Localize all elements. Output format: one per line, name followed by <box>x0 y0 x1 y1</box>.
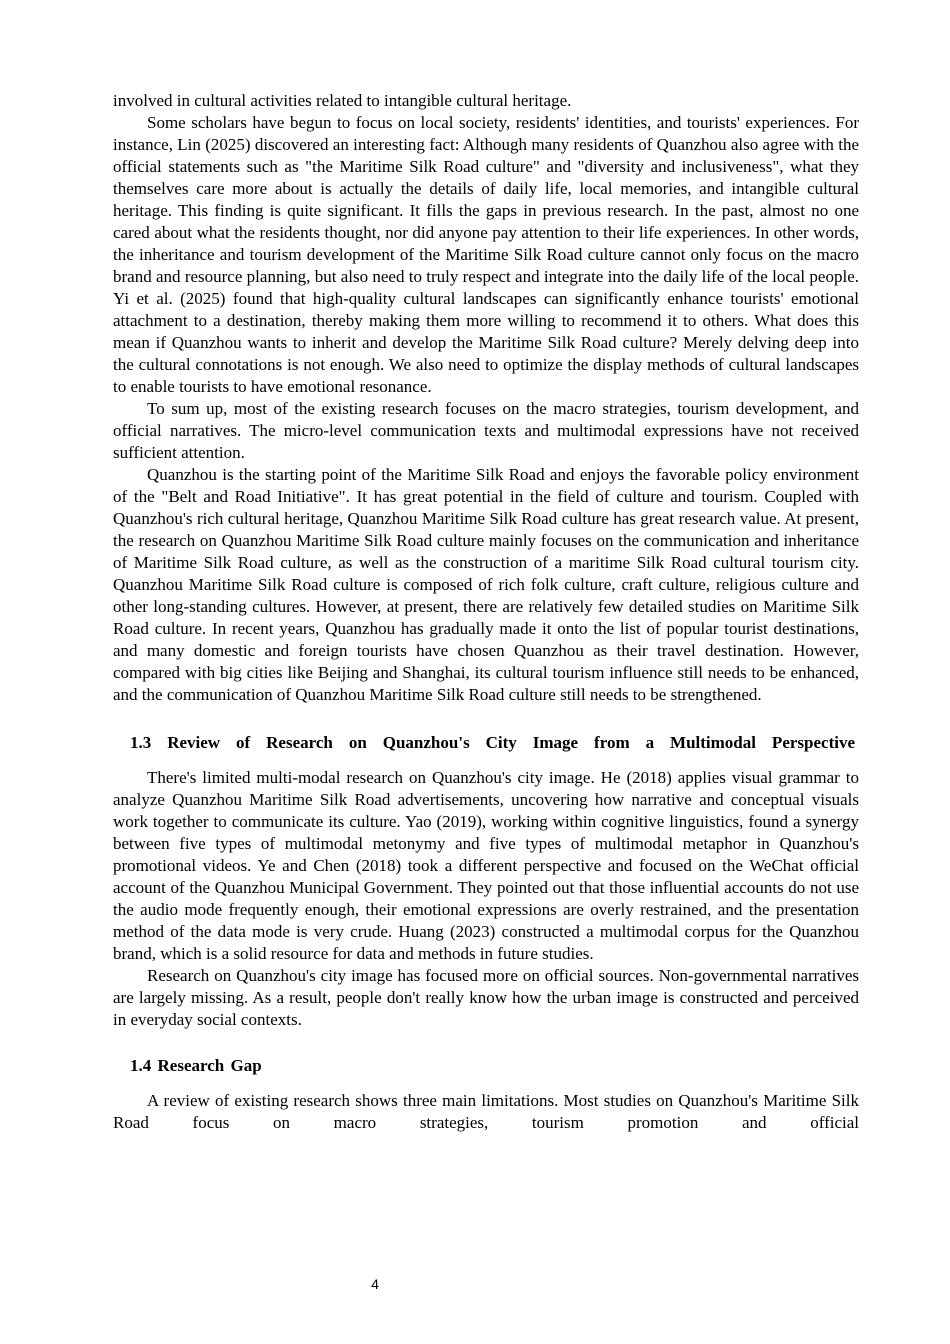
paragraph-quanzhou-starting-point: Quanzhou is the starting point of the Maritime Silk Road and enjoys the favorable policy environment of the "Belt and Road Initiative". It has great potential in the field of culture and tourism. Coupled with Quanzhou's rich cultural heritage, Quanzhou Maritime Silk Road culture has great research value. At present, the research on Quanzhou Maritime Silk Road culture mainly focuses on the communication and inheritance of Maritime Silk Road culture, as well as the construction of a maritime Silk Road cultural tourism city. Quanzhou Maritime Silk Road culture is composed of rich folk culture, craft culture, religious culture and other long-standing cultures. However, at present, there are relatively few detailed studies on Maritime Silk Road culture. In recent years, Quanzhou has gradually made it onto the list of popular tourist destinations, and many domestic and foreign tourists have chosen Quanzhou as their travel destination. However, compared with big cities like Beijing and Shanghai, its cultural tourism influence still needs to be enhanced, and the communication of Quanzhou Maritime Silk Road culture still needs to be strengthened. <box>113 465 859 704</box>
section-heading-1-3: 1.3 Review of Research on Quanzhou's City Image from a Multimodal Perspective <box>130 733 855 752</box>
paragraph-official-sources: Research on Quanzhou's city image has focused more on official sources. Non-governmental narratives are largely missing. As a result, people don't really know how the urban image is constructed and perceived in everyday social contexts. <box>113 966 859 1029</box>
paragraph-sum-up: To sum up, most of the existing research focuses on the macro strategies, tourism development, and official narratives. The micro-level communication texts and multimodal expressions have not received sufficient attention. <box>113 399 859 462</box>
section-heading-1-4: 1.4 Research Gap <box>130 1056 262 1075</box>
paragraph-multimodal-research: There's limited multi-modal research on Quanzhou's city image. He (2018) applies visual grammar to analyze Quanzhou Maritime Silk Road advertisements, uncovering how narrative and conceptual visuals work together to communicate its culture. Yao (2019), working within cognitive linguistics, found a synergy between five types of multimodal metonymy and five types of multimodal metaphor in Quanzhou's promotional videos. Ye and Chen (2018) took a different perspective and focused on the WeChat official account of the Quanzhou Municipal Government. They pointed out that those influential accounts do not use the audio mode frequently enough, their emotional expressions are overly restrained, and the presentation method of the data mode is very crude. Huang (2023) constructed a multimodal corpus for the Quanzhou brand, which is a solid resource for data and methods in future studies. <box>113 768 859 963</box>
paragraph-continuation: involved in cultural activities related to intangible cultural heritage. <box>113 91 572 110</box>
paragraph-research-gap: A review of existing research shows three main limitations. Most studies on Quanzhou's Maritime Silk Road focus on macro strategies, tourism promotion and official <box>113 1091 859 1132</box>
document-page <box>113 90 859 1134</box>
paragraph-residents-identities: Some scholars have begun to focus on local society, residents' identities, and tourists' experiences. For instance, Lin (2025) discovered an interesting fact: Although many residents of Quanzhou also agree with the official statements such as "the Maritime Silk Road culture" and "diversity and inclusiveness", what they themselves care more about is actually the details of daily life, local memories, and intangible cultural heritage. This finding is quite significant. It fills the gaps in previous research. In the past, almost no one cared about what the residents thought, nor did anyone pay attention to their life experiences. In other words, the inheritance and tourism development of the Maritime Silk Road culture cannot only focus on the macro brand and resource planning, but also need to truly respect and integrate into the daily life of the local people. Yi et al. (2025) found that high-quality cultural landscapes can significantly enhance tourists' emotional attachment to a destination, thereby making them more willing to recommend it to others. What does this mean if Quanzhou wants to inherit and develop the Maritime Silk Road culture? Merely delving deep into the cultural connotations is not enough. We also need to optimize the display methods of cultural landscapes to enable tourists to have emotional resonance. <box>113 113 859 396</box>
page-number: 4 <box>371 1276 379 1292</box>
